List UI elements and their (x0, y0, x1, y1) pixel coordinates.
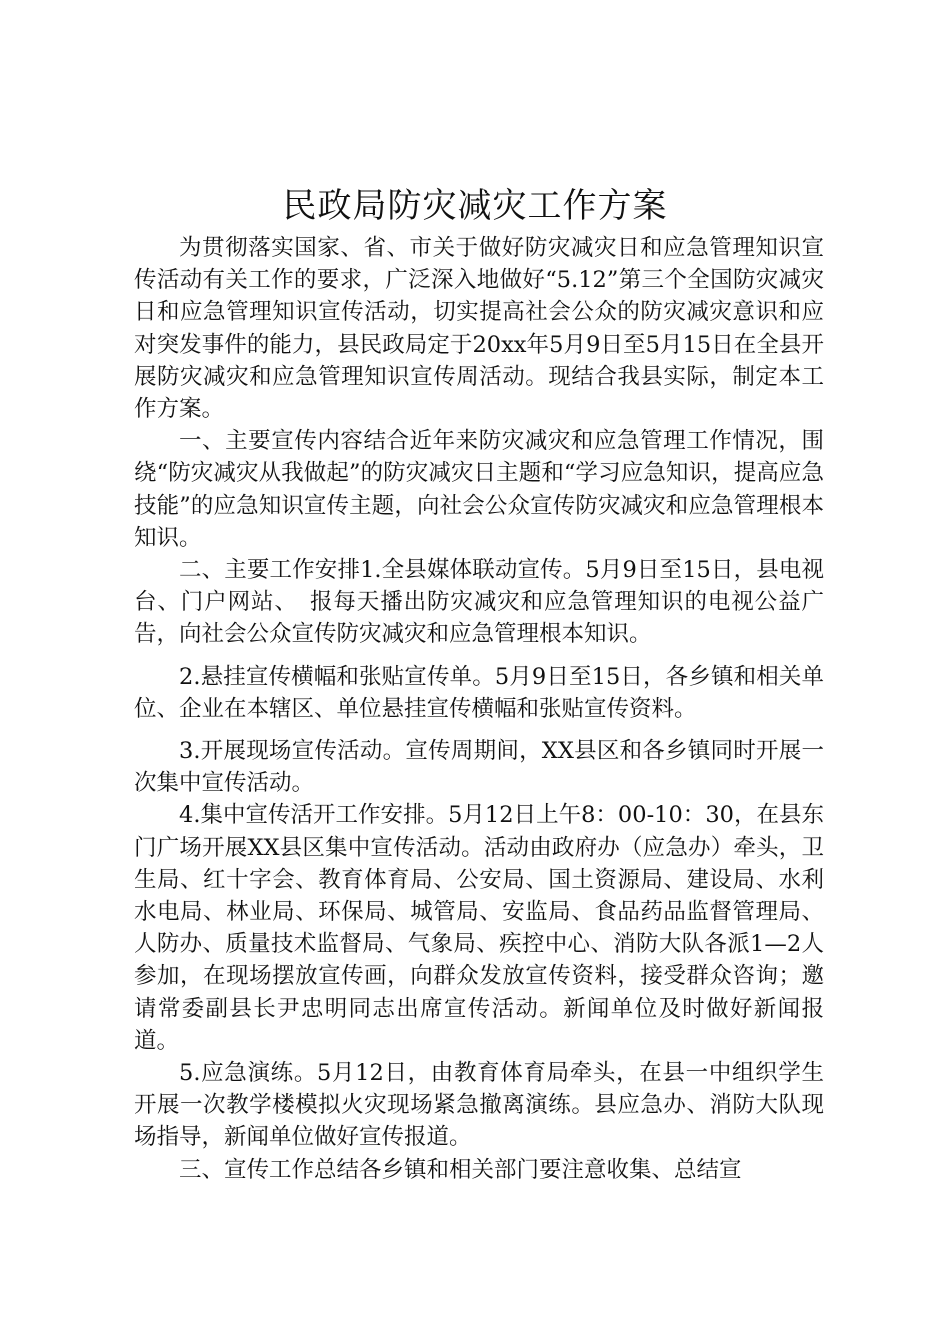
paragraph-item-3: 3.开展现场宣传活动。宣传周期间，XX县区和各乡镇同时开展一次集中宣传活动。 (134, 738, 824, 797)
paragraph-section-2: 二、主要工作安排1.全县媒体联动宣传。5月9日至15日，县电视台、门户网站、 报每天播出防灾减灾和应急管理知识的电视公益广告，向社会公众宣传防灾减灾和应急管理根本知识。 (134, 557, 824, 648)
document-body (134, 232, 824, 1186)
paragraph-intro: 为贯彻落实国家、省、市关于做好防灾减灾日和应急管理知识宣传活动有关工作的要求，广泛深入地做好“5.12”第三个全国防灾减灾日和应急管理知识宣传活动，切实提高社会公众的防灾减灾意识和应对突发事件的能力，县民政局定于20xx年5月9日至5月15日在全县开展防灾减灾和应急管理知识宣传周活动。现结合我县实际，制定本工作方案。 (134, 235, 824, 423)
paragraph-item-2: 2.悬挂宣传横幅和张贴宣传单。5月9日至15日，各乡镇和相关单位、企业在本辖区、单位悬挂宣传横幅和张贴宣传资料。 (134, 663, 824, 722)
paragraph-section-1: 一、主要宣传内容结合近年来防灾减灾和应急管理工作情况，围绕“防灾减灾从我做起”的防灾减灾日主题和“学习应急知识，提高应急技能”的应急知识宣传主题，向社会公众宣传防灾减灾和应急管理根本知识。 (134, 428, 824, 551)
paragraph-section-3: 三、宣传工作总结各乡镇和相关部门要注意收集、总结宣 (179, 1156, 742, 1183)
paragraph-item-5: 5.应急演练。5月12日，由教育体育局牵头，在县一中组织学生开展一次教学楼模拟火灾现场紧急撤离演练。县应急办、消防大队现场指导，新闻单位做好宣传报道。 (134, 1060, 824, 1151)
document-title: 民政局防灾减灾工作方案 (282, 186, 668, 226)
paragraph-item-4: 4.集中宣传活开工作安排。5月12日上午8：00-10：30，在县东门广场开展XX县区集中宣传活动。活动由政府办（应急办）牵头，卫生局、红十字会、教育体育局、公安局、国土资源局、建设局、水利水电局、林业局、环保局、城管局、安监局、食品药品监督管理局、人防办、质量技术监督局、气象局、疾控中心、消防大队各派1—2人参加，在现场摆放宣传画，向群众发放宣传资料，接受群众咨询；邀请常委副县长尹忠明同志出席宣传活动。新闻单位及时做好新闻报道。 (134, 802, 824, 1054)
